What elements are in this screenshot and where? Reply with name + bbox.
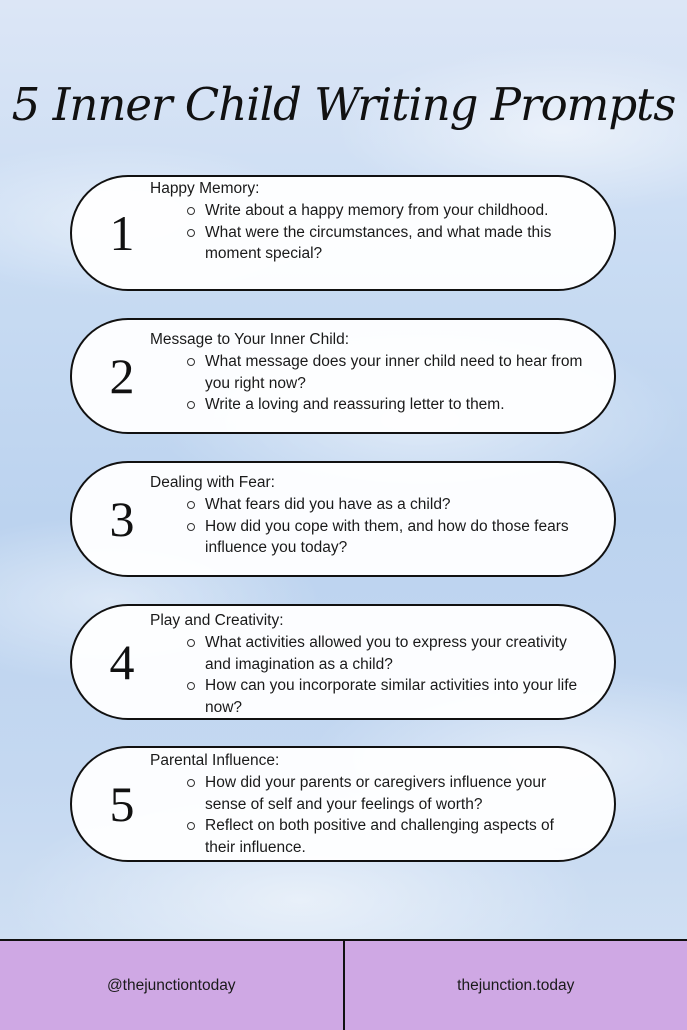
prompt-list bbox=[150, 494, 588, 559]
footer-website[interactable]: thejunction.today bbox=[457, 976, 575, 994]
prompt-list bbox=[150, 351, 588, 416]
prompt-list bbox=[150, 200, 588, 265]
prompt-card-5 bbox=[70, 746, 616, 862]
prompt-body bbox=[150, 606, 588, 718]
prompt-body bbox=[150, 177, 588, 265]
prompt-point: Write about a happy memory from your childhood. bbox=[187, 200, 588, 222]
prompt-number: 5 bbox=[109, 776, 135, 832]
page-title: 5 Inner Child Writing Prompts bbox=[11, 78, 676, 131]
prompt-card-2 bbox=[70, 318, 616, 434]
prompt-heading: Parental Influence: bbox=[150, 752, 280, 769]
prompt-card-4 bbox=[70, 604, 616, 720]
prompt-heading: Message to Your Inner Child: bbox=[150, 331, 350, 348]
footer-handle[interactable]: @thejunctiontoday bbox=[106, 976, 236, 994]
prompt-point: What message does your inner child need to hear from you right now? bbox=[187, 351, 588, 394]
prompt-list bbox=[150, 632, 588, 718]
footer bbox=[0, 939, 687, 1030]
prompt-point: How did you cope with them, and how do those fears influence you today? bbox=[187, 516, 588, 559]
prompt-number: 2 bbox=[109, 348, 135, 404]
prompt-number: 1 bbox=[109, 205, 135, 261]
prompt-heading: Happy Memory: bbox=[150, 180, 260, 197]
prompt-point: What were the circumstances, and what made this moment special? bbox=[187, 222, 588, 265]
prompt-point: How did your parents or caregivers influence your sense of self and your feelings of worth? bbox=[187, 772, 588, 815]
prompt-heading: Dealing with Fear: bbox=[150, 474, 275, 491]
prompt-heading: Play and Creativity: bbox=[150, 612, 284, 629]
prompt-point: What activities allowed you to express your creativity and imagination as a child? bbox=[187, 632, 588, 675]
prompt-point: Reflect on both positive and challenging aspects of their influence. bbox=[187, 815, 588, 858]
prompt-point: Write a loving and reassuring letter to them. bbox=[187, 394, 588, 416]
prompt-list bbox=[150, 772, 588, 858]
prompt-number: 4 bbox=[109, 634, 135, 690]
prompt-point: How can you incorporate similar activities into your life now? bbox=[187, 675, 588, 718]
prompt-point: What fears did you have as a child? bbox=[187, 494, 588, 516]
prompt-body bbox=[150, 748, 588, 858]
prompt-card-3 bbox=[70, 461, 616, 577]
prompt-card-1 bbox=[70, 175, 616, 291]
prompt-body bbox=[150, 463, 588, 559]
prompt-body bbox=[150, 320, 588, 416]
prompt-number: 3 bbox=[109, 491, 135, 547]
